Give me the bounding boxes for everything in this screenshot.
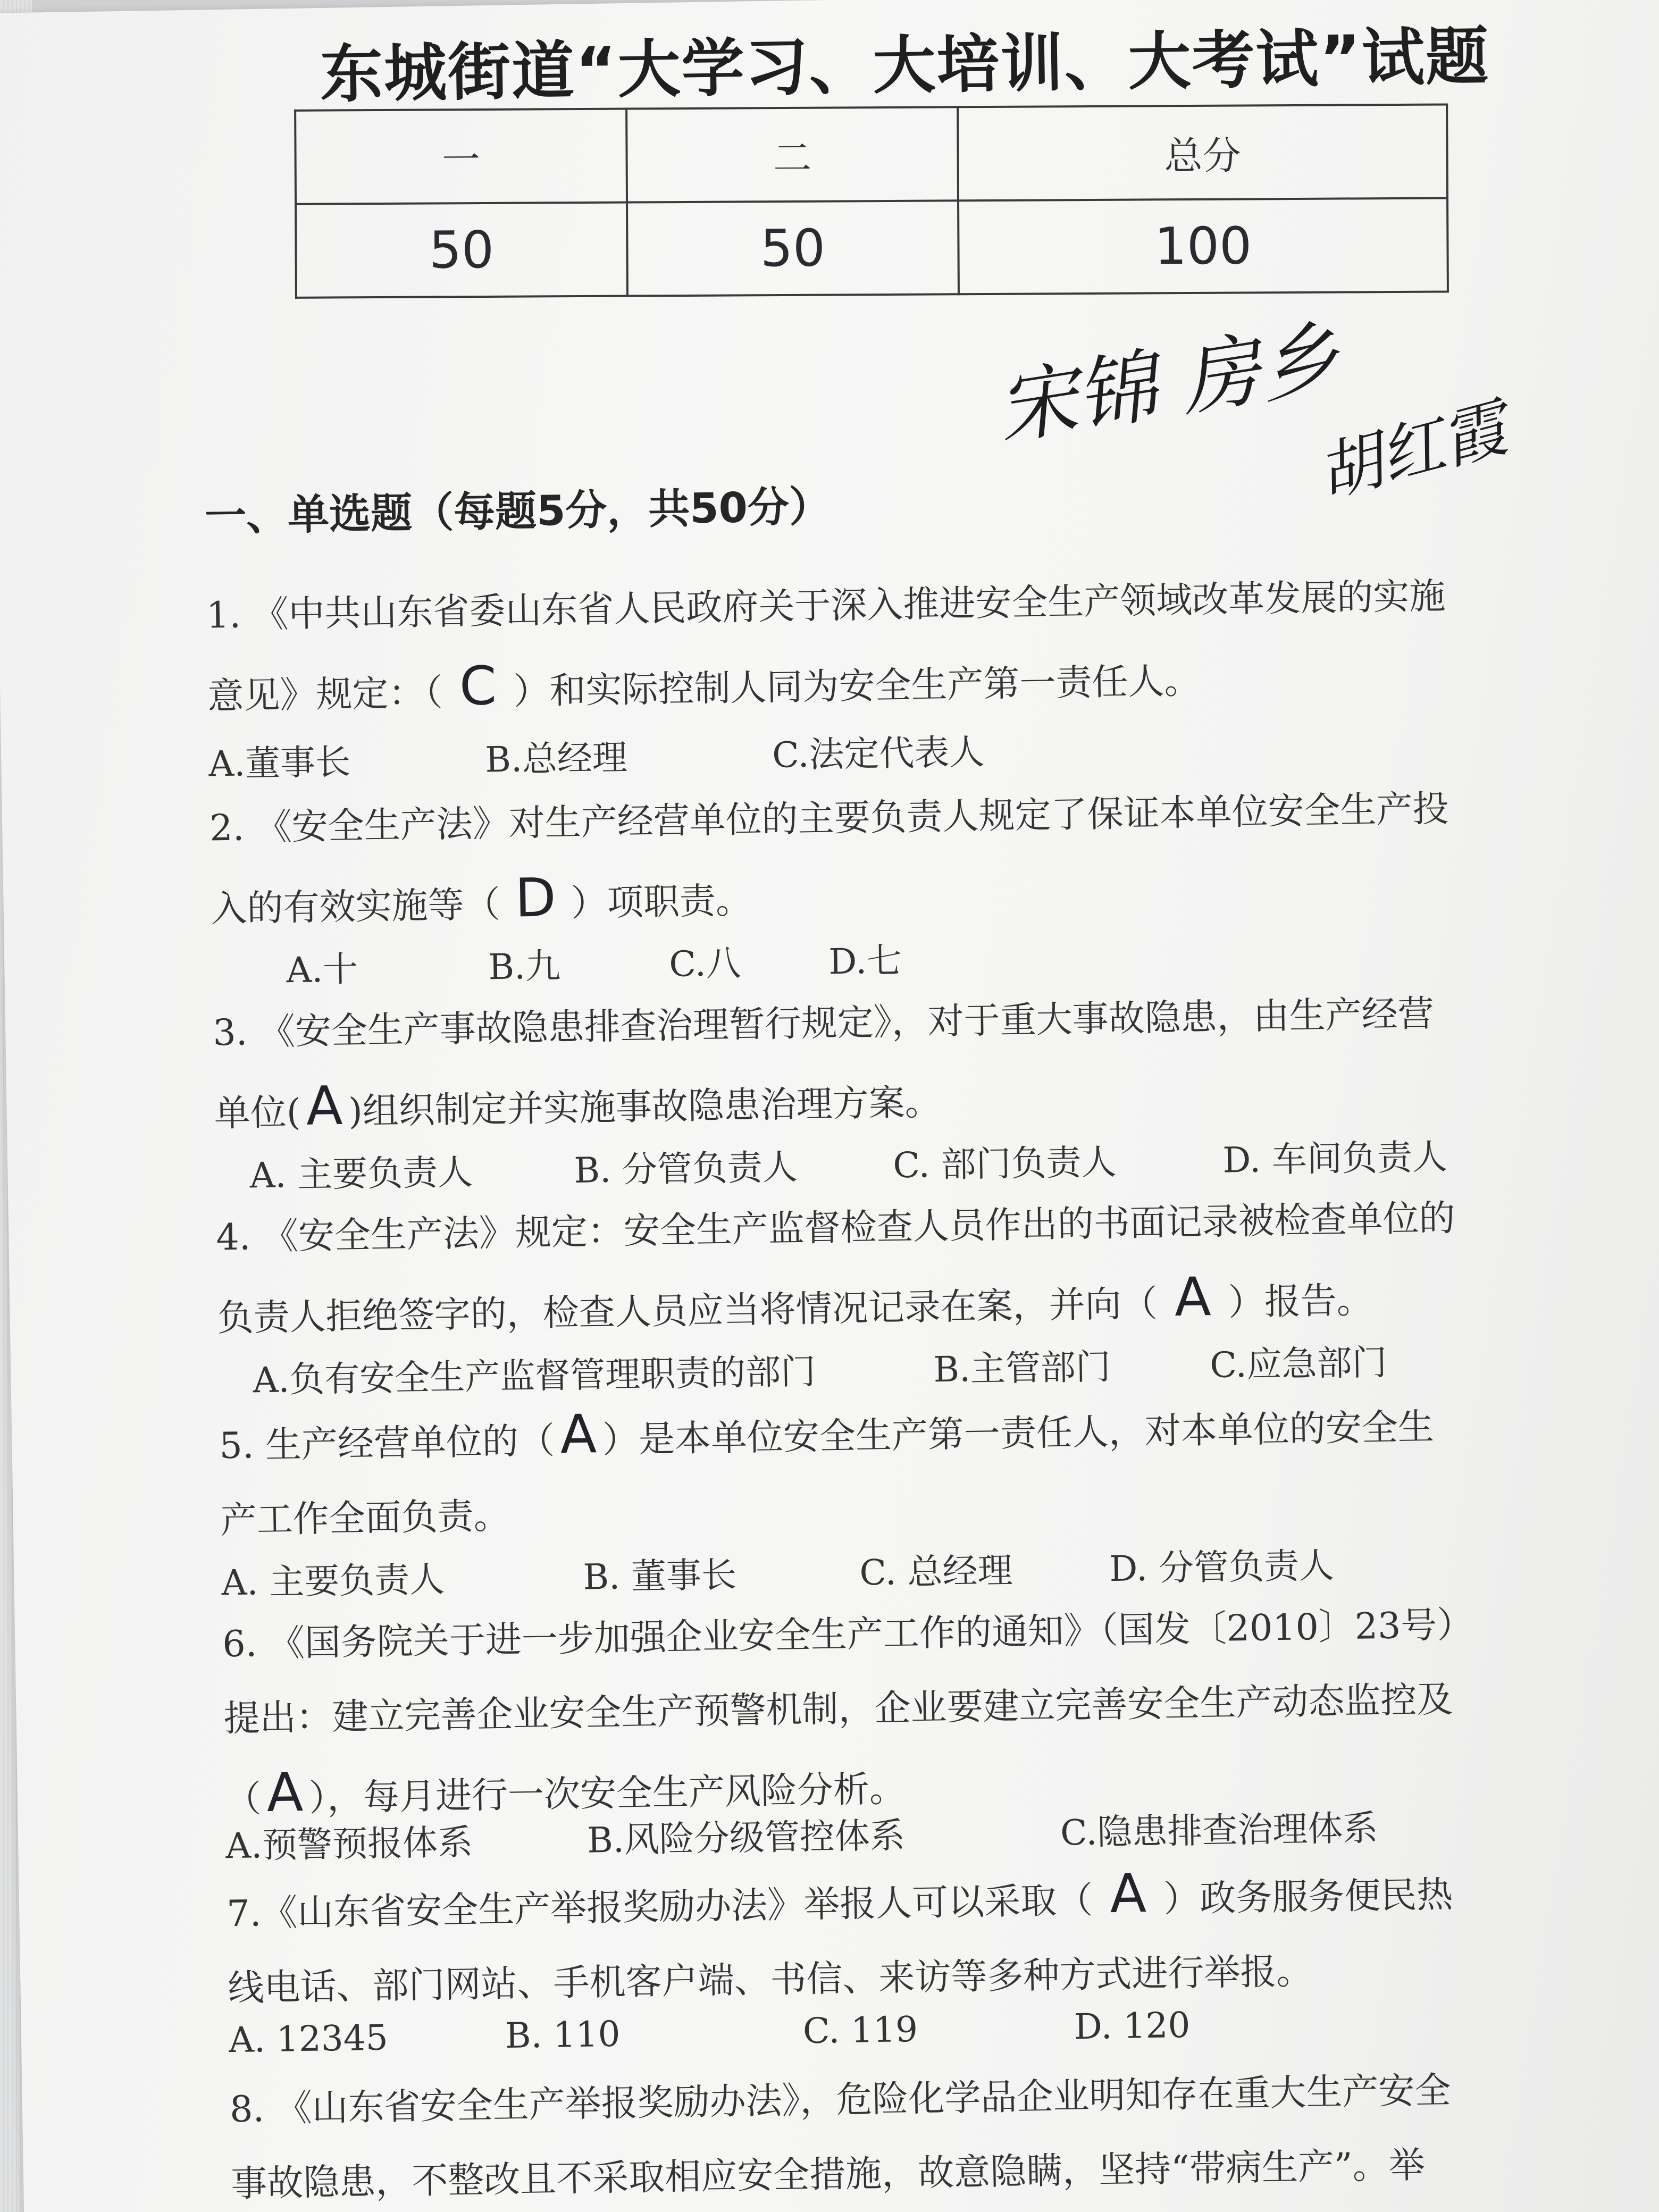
question-line: （A ），每月进行一次安全生产风险分析。 xyxy=(224,1735,1587,1837)
question-line: 负责人拒绝签字的，检查人员应当将情况记录在案，并向（ A ）报告。 xyxy=(217,1254,1579,1356)
question-2 xyxy=(209,770,1572,946)
question-line: 单位(A )组织制定并实施事故隐患治理方案。 xyxy=(213,1049,1576,1151)
option-item: B.总经理 xyxy=(484,737,628,781)
option-item: D.七 xyxy=(828,940,902,983)
option-item: B. 分管负责人 xyxy=(573,1146,798,1191)
signature-examinee: 胡红霞 xyxy=(1310,391,1514,512)
option-item: C.应急部门 xyxy=(1209,1342,1388,1386)
handwritten-answer: A xyxy=(559,1403,597,1466)
handwritten-answer: C xyxy=(458,655,497,718)
question-line: 7.《山东省安全生产举报奖励办法》举报人可以采取（ A ）政务服务便民热 xyxy=(226,1849,1588,1951)
question-4 xyxy=(215,1179,1579,1356)
question-3 xyxy=(212,975,1576,1151)
question-2-options xyxy=(286,932,902,992)
question-line: 6. 《国务院关于进一步加强企业安全生产工作的通知》（国发〔2010〕23号） xyxy=(222,1604,1473,1666)
score-table-value-row xyxy=(296,198,1448,297)
score-header-total: 总分 xyxy=(958,104,1447,200)
question-line: 4. 《安全生产法》规定：安全生产监督检查人员作出的书面记录被检查单位的 xyxy=(215,1197,1456,1259)
option-item: C.法定代表人 xyxy=(772,731,985,776)
question-line: 事故隐患，不整改且不采取相应安全措施，故意隐瞒，坚持“带病生产”。举 xyxy=(230,2144,1426,2206)
question-line: 2. 《安全生产法》对生产经营单位的主要负责人规定了保证本单位安全生产投 xyxy=(209,787,1449,850)
question-line: 1. 《中共山东省委山东省人民政府关于深入推进安全生产领域改革发展的实施 xyxy=(206,575,1446,637)
option-item: C. 119 xyxy=(802,2008,918,2052)
option-item: C. 部门负责人 xyxy=(892,1141,1117,1186)
option-item: C. 总经理 xyxy=(859,1549,1013,1594)
option-item: D. 车间负责人 xyxy=(1222,1136,1448,1181)
option-item: A.预警预报体系 xyxy=(225,1821,473,1867)
handwritten-answer: A xyxy=(1174,1266,1212,1329)
question-line: 意见》规定：（ C ）和实际控制人同为安全生产第一责任人。 xyxy=(207,632,1569,734)
score-header-1: 一 xyxy=(295,109,627,204)
score-value-2: 50 xyxy=(627,200,959,296)
question-1 xyxy=(206,557,1569,734)
handwritten-answer: A xyxy=(266,1761,304,1824)
option-item: A.董事长 xyxy=(208,741,351,785)
score-value-total: 100 xyxy=(958,198,1448,294)
question-1-options xyxy=(208,724,985,786)
option-item: C.八 xyxy=(668,942,742,985)
question-line: 提出：建立完善企业安全生产预警机制，企业要建立完善安全生产动态监控及 xyxy=(223,1678,1453,1740)
question-5 xyxy=(219,1381,1582,1558)
option-item: B.九 xyxy=(488,945,561,988)
option-item: A.十 xyxy=(286,949,358,991)
question-line: 5. 生产经营单位的（A ）是本单位安全生产第一责任人，对本单位的安全生 xyxy=(219,1381,1581,1484)
option-item: A. 主要负责人 xyxy=(249,1151,473,1196)
question-7 xyxy=(226,1849,1589,2026)
option-item: D. 120 xyxy=(1074,2004,1191,2048)
exam-title: 东城街道“大学习、大培训、大考试”试题 xyxy=(319,19,1490,112)
question-8 xyxy=(229,2051,1593,2212)
option-item: C.隐患排查治理体系 xyxy=(1060,1807,1378,1854)
signature-graders: 宋锦 房乡 xyxy=(991,311,1346,456)
question-line: 线电话、部门网站、手机客户端、书信、来访等多种方式进行举报。 xyxy=(227,1950,1313,2010)
option-item: B. 110 xyxy=(505,2013,621,2057)
option-item: A. 主要负责人 xyxy=(221,1559,445,1604)
option-item: D. 分管负责人 xyxy=(1109,1545,1335,1590)
section-title: 一、单选题（每题5分，共50分） xyxy=(204,483,831,541)
option-item: A. 12345 xyxy=(228,2017,389,2061)
handwritten-answer: A xyxy=(305,1074,343,1137)
option-item: A.负有安全生产监督管理职责的部门 xyxy=(253,1351,816,1401)
option-item: B.主管部门 xyxy=(933,1346,1111,1390)
question-line: 8. 《山东省安全生产举报奖励办法》，危险化学品企业明知存在重大生产安全 xyxy=(229,2069,1452,2131)
question-line: 产工作全面负责。 xyxy=(220,1495,510,1542)
question-line: 3. 《安全生产事故隐患排查治理暂行规定》，对于重大事故隐患，由生产经营 xyxy=(212,993,1435,1054)
question-line: 入的有效实施等（ D ）项职责。 xyxy=(210,844,1572,946)
option-item: B.风险分级管控体系 xyxy=(586,1815,906,1861)
score-table-header-row xyxy=(295,104,1447,204)
option-item: B. 董事长 xyxy=(582,1554,737,1598)
handwritten-answer: A xyxy=(1109,1862,1147,1925)
score-table xyxy=(294,103,1449,298)
score-value-1: 50 xyxy=(296,203,627,298)
score-header-2: 二 xyxy=(626,107,958,202)
handwritten-answer: D xyxy=(514,866,557,929)
question-6 xyxy=(222,1586,1586,1837)
